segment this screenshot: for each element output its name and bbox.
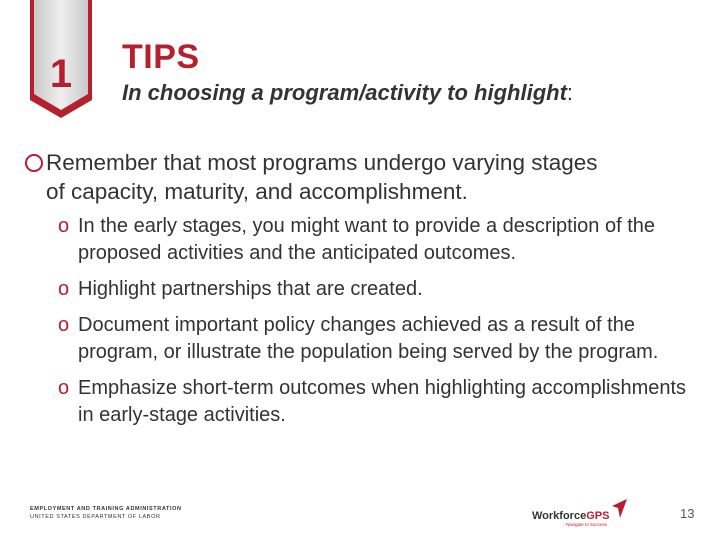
hollow-o-bullet-icon: o [58,377,70,399]
sub-bullet-text: Document important policy changes achieved as a result of the program, or illustrate the population being served by the program. [78,314,659,363]
slide-subtitle [122,80,573,106]
main-bullet-line1: Remember that most programs undergo varying stages [46,150,598,175]
page-number: 13 [680,506,695,521]
workforcegps-logo [532,498,632,530]
agency-line2: UNITED STATES DEPARTMENT OF LABOR [30,514,161,520]
sub-bullet-item [58,375,698,429]
agency-line1: EMPLOYMENT AND TRAINING ADMINISTRATION [30,506,182,512]
sub-bullet-list [58,213,698,438]
main-bullet-line2: of capacity, maturity, and accomplishment. [46,179,468,204]
hollow-o-bullet-icon: o [58,314,70,336]
sub-bullet-text: Emphasize short-term outcomes when highlighting accomplishments in early-stage activities. [78,377,687,426]
main-bullet [25,148,705,206]
logo-tagline: Navigate to Success [566,522,608,527]
hollow-o-bullet-icon: o [58,215,70,237]
sub-bullet-text: Highlight partnerships that are created. [78,278,423,300]
agency-footer-logo [30,506,180,520]
navigation-arrow-icon [610,498,628,520]
sub-bullet-item [58,312,698,366]
sub-bullet-item [58,213,698,267]
logo-word-a: Workforce [532,510,587,522]
logo-word-b: GPS [586,510,610,522]
hollow-o-bullet-icon: o [58,278,70,300]
sub-bullet-text: In the early stages, you might want to provide a description of the proposed activities and the anticipated outcomes. [78,215,655,264]
circle-bullet-icon [25,154,43,172]
main-bullet-text [25,148,705,206]
number-ribbon-badge [26,0,96,118]
subtitle-text: In choosing a program/activity to highlight [122,80,567,105]
logo-wordmark [532,510,609,522]
slide-title: TIPS [122,38,200,76]
subtitle-colon: : [566,80,574,105]
sub-bullet-item [58,276,698,303]
badge-number: 1 [49,52,73,96]
